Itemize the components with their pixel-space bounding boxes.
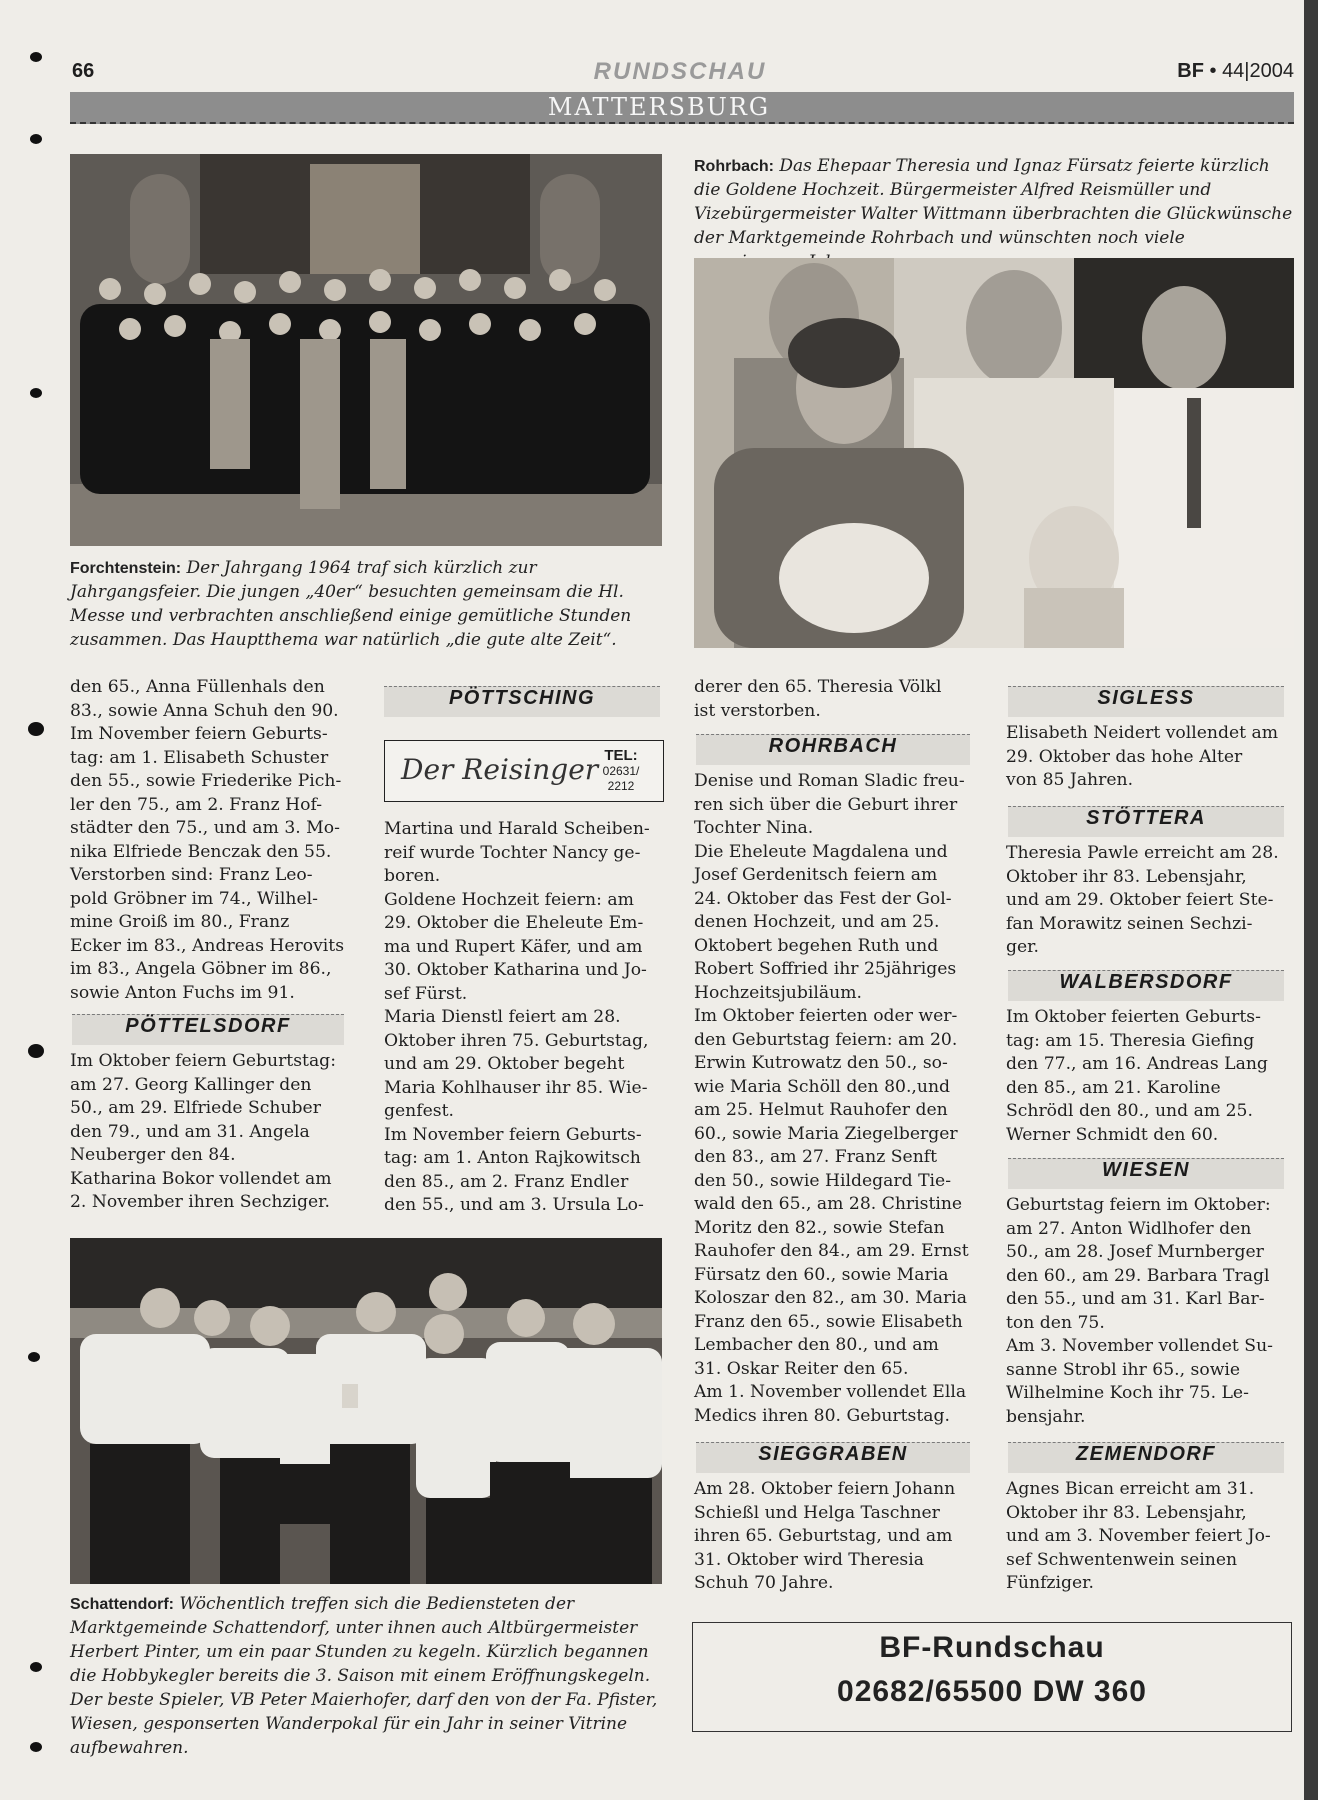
column-3-rohrbach: Denise und Roman Sladic freu- ren sich über die Geburt ihrer Tochter Nina. Die Eheleute Magdalena und Josef Gerdenitsch feiern am 24. Oktober das Fest der Gol- denen Hochzeit, und am 25. Oktobert begehen Ruth und Robert Soffried ihr 25jähriges Hochzeitsjubiläum. Im Oktober feierten oder wer- den Geburtstag feiern: am 20. Erwin Kutrowatz den 50., so- wie Maria Schöll den 80.,und am 25. Helmut Rauhofer den 60., sowie Maria Ziegelberger den 83., am 27. Franz Senft den 50., sowie Hildegard Tie- wald den 65., am 28. Christine Moritz den 82., sowie Stefan Rauhofer den 84., am 29. Ernst Fürsatz den 60., sowie Maria Koloszar den 82., am 30. Maria Franz den 65., sowie Elisabeth Lembacher den 80., und am 31. Oskar Reiter den 65. Am 1. November vollendet Ella Medics ihren 80. Geburtstag.	[694, 771, 969, 1426]
caption-schattendorf	[70, 1592, 662, 1760]
caption-text: Wöchentlich treffen sich die Bediensteten der Marktgemeinde Schattendorf, unter ihnen auch Altbürgermeister Herbert Pinter, um ein paar Stunden zu kegeln. Kürzlich begannen die Hobbykegler bereits die 3. Saison mit einem Eröffnungskegeln. Der beste Spieler, VB Peter Maierhofer, darf den von der Fa. Pfister, Wiesen, gesponserten Wanderpokal für ein Jahr in seiner Vitrine aufbewahren.	[70, 1594, 658, 1758]
column-4-sigless: Elisabeth Neidert vollendet am 29. Oktober das hohe Alter von 85 Jahren.	[1006, 723, 1279, 790]
group-photo-illustration	[70, 154, 662, 546]
caption-place: Forchtenstein:	[70, 560, 182, 577]
binder-mark	[28, 1352, 40, 1362]
caption-rohrbach	[694, 154, 1294, 274]
binder-mark	[30, 134, 42, 144]
column-2-text: Martina und Harald Scheiben- reif wurde Tochter Nancy ge- boren. Goldene Hochzeit feiern: am 29. Oktober die Eheleute Em- ma und Rupert Käfer, und am 30. Oktober Katharina und Jo- sef Fürst. Maria Dienstl feiert am 28. Oktober ihren 75. Geburtstag, und am 29. Oktober begeht Maria Kohlhauser ihr 85. Wie- genfest. Im November feiern Geburts- tag: am 1. Anton Rajkowitsch den 85., am 2. Franz Endler den 55., und am 3. Ursula Lo-	[384, 819, 650, 1215]
advert-tel-label: TEL:	[604, 747, 638, 764]
caption-text: Das Ehepaar Theresia und Ignaz Fürsatz feierte kürzlich die Goldene Hochzeit. Bürgermeister Alfred Reismüller und Vizebürgermeister Walter Wittmann überbrachten die Glückwünsche der Marktgemeinde Rohrbach und wünschten noch viele	[694, 156, 1293, 248]
page-number: 66	[72, 60, 95, 82]
binder-mark	[30, 52, 42, 62]
contact-box-title: BF-Rundschau	[879, 1631, 1105, 1664]
section-head-walbersdorf: WALBERSDORF	[1008, 970, 1284, 1001]
section-head-sieggraben: SIEGGRABEN	[696, 1442, 970, 1473]
binder-mark	[30, 1662, 42, 1672]
caption-forchtenstein	[70, 556, 662, 652]
binder-mark	[28, 1044, 44, 1058]
column-1-intro: den 65., Anna Füllenhals den 83., sowie Anna Schuh den 90. Im November feiern Geburts- tag: am 1. Elisabeth Schuster den 55., sowie Friederike Pich- ler den 75., am 2. Franz Hof- städter den 75., und am 3. Mo- nika Elfriede Benczak den 55. Verstorben sind: Franz Leo- pold Gröbner im 74., Wilhel- mine Groiß im 80., Franz Ecker im 83., Andreas Herovits im 83., Angela Göbner im 86., sowie Anton Fuchs im 91.	[70, 677, 345, 1003]
section-head-wiesen: WIESEN	[1008, 1158, 1284, 1189]
column-3-intro: derer den 65. Theresia Völkl ist verstorben.	[694, 677, 942, 721]
contact-box-phone: 02682/65500 DW 360	[837, 1675, 1147, 1708]
section-head-poettelsdorf: PÖTTELSDORF	[72, 1014, 344, 1045]
caption-text: Der Jahrgang 1964 traf sich kürzlich zur Jahrgangsfeier. Die jungen „40er“ besuchten gemeinsam die Hl. Messe und verbrachten anschließend einige gemütliche Stunden zusammen. Das Hauptthema war natürlich „die gute alte Zeit“.	[70, 558, 632, 650]
column-4-zemendorf: Agnes Bican erreicht am 31. Oktober ihr 83. Lebensjahr, und am 3. November feiert Jo- sef Schwentenwein seinen Fünfziger.	[1006, 1479, 1271, 1593]
bowling-photo	[70, 1238, 662, 1584]
advert-phone	[585, 747, 657, 794]
caption-place: Schattendorf:	[70, 1596, 174, 1613]
column-3-sieggraben: Am 28. Oktober feiern Johann Schießl und Helga Taschner ihren 65. Geburtstag, und am 31. Oktober wird Theresia Schuh 70 Jahre.	[694, 1479, 956, 1593]
page-fold-shadow	[1304, 0, 1318, 1800]
caption-place: Rohrbach:	[694, 158, 774, 175]
section-head-poettsching: PÖTTSCHING	[384, 686, 660, 717]
advert-reisinger	[384, 740, 664, 802]
couple-photo	[694, 258, 1294, 648]
column-4-stoettera: Theresia Pawle erreicht am 28. Oktober ihr 83. Lebensjahr, und am 29. Oktober feiert Ste- fan Morawitz seinen Sechzi- ger.	[1006, 843, 1279, 957]
issue-info	[1177, 60, 1294, 83]
binder-mark	[30, 388, 42, 398]
binder-mark	[28, 722, 44, 736]
section-head-rohrbach: ROHRBACH	[696, 734, 970, 765]
contact-box	[692, 1622, 1292, 1732]
binder-mark	[30, 1742, 42, 1752]
advert-tel-number: 02631/ 2212	[602, 764, 640, 793]
issue-brand: BF	[1177, 60, 1204, 82]
issue-separator: •	[1209, 60, 1217, 82]
advert-logo: Der Reisinger	[401, 753, 599, 786]
issue-number: 44|2004	[1222, 60, 1294, 82]
section-head-stoettera: STÖTTERA	[1008, 806, 1284, 837]
section-head-sigless: SIGLESS	[1008, 686, 1284, 717]
couple-photo-illustration	[694, 258, 1294, 648]
bowling-photo-illustration	[70, 1238, 662, 1584]
group-photo	[70, 154, 662, 546]
column-1-poettelsdorf: Im Oktober feiern Geburtstag: am 27. Georg Kallinger den 50., am 29. Elfriede Schuber den 79., und am 31. Angela Neuberger den 84. Katharina Bokor vollendet am 2. November ihren Sechziger.	[70, 1051, 336, 1212]
publication-name: RUNDSCHAU	[593, 58, 767, 85]
section-head-zemendorf: ZEMENDORF	[1008, 1442, 1284, 1473]
section-title: MATTERSBURG	[547, 93, 771, 121]
column-4-wiesen: Geburtstag feiern im Oktober: am 27. Anton Widlhofer den 50., am 28. Josef Murnberger den 60., am 29. Barbara Tragl den 55., und am 31. Karl Bar- ton den 75. Am 3. November vollendet Su- sanne Strobl ihr 65., sowie Wilhelmine Koch ihr 75. Le- bensjahr.	[1006, 1195, 1273, 1427]
column-4-walbersdorf: Im Oktober feierten Geburts- tag: am 15. Theresia Giefing den 77., am 16. Andreas Lang den 85., am 21. Karoline Schrödl den 80., und am 25. Werner Schmidt den 60.	[1006, 1007, 1268, 1145]
